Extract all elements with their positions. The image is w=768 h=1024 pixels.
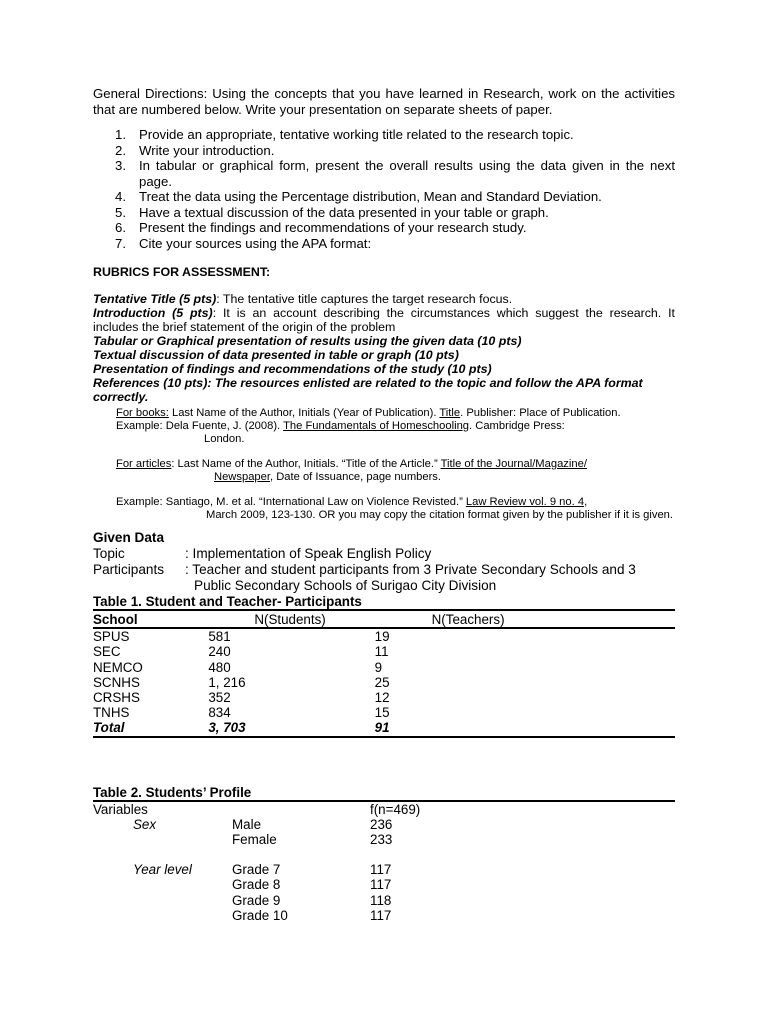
table-spacer-row [93, 847, 675, 862]
rubric-references: References (10 pts): The resources enlisted are related to the topic and follow the APA format correctly. [93, 376, 643, 404]
table-row: SPUS 581 19 [93, 628, 675, 644]
rubric-intro-label: Introduction (5 pts) [93, 306, 213, 320]
table-row: SEC 240 11 [93, 644, 389, 660]
table-row: Grade 10 117 [232, 907, 392, 923]
list-item: 6. Present the findings and recommendations of your research study. [115, 220, 527, 235]
list-item: 1. Provide an appropriate, tentative working title related to the research topic. [115, 127, 574, 142]
document-page [93, 86, 675, 923]
list-item: 7. Cite your sources using the APA format: [115, 235, 372, 251]
table-row: Female 233 [232, 832, 393, 848]
table-row: NEMCO 480 9 [93, 659, 383, 675]
given-data-heading: Given Data [93, 530, 165, 545]
table-total-row: Total 3, 703 91 [93, 720, 675, 736]
table-row: Grade 8 117 [232, 877, 392, 893]
table-row: Sex Male 236 [133, 816, 393, 832]
rubric-findings: Presentation of findings and recommendations of the study (10 pts) [93, 362, 492, 376]
given-data: Given Data Topic : Implementation of Speak English Policy Participants : Teacher and student participants from 3 Private Secondary Schools and 3 Public Secondary Schools of Surigao City Division [93, 530, 675, 594]
citation-example: Example: Santiago, M. et al. “International Law on Violence Revisted.” Law Review vol. 9 no. 4, March 2009, 123-130. OR you may copy the citation format given by the publisher if it is given. [116, 496, 674, 521]
table-row: SCNHS 1, 216 25 [93, 674, 390, 690]
directions-list [93, 127, 675, 251]
list-item: 5. Have a textual discussion of the data presented in your table or graph. [115, 204, 549, 220]
rubric-tabular: Tabular or Graphical presentation of results using the given data (10 pts) [93, 334, 522, 348]
table1 [93, 609, 675, 738]
rubric-intro-text: : It is an account describing the circumstances which suggest the research. It includes the brief statement of the origin of the problem [93, 306, 675, 334]
rubric-title-text: : The tentative title captures the target research focus. [216, 292, 513, 306]
table-header-row: Variables f(n=469) [93, 801, 421, 817]
rubrics-section [93, 292, 675, 404]
citation-books: For books: Last Name of the Author, Initials (Year of Publication). Title. Publisher: Place of Publication. Example: Dela Fuente, J. (2008). The Fundamentals of Homeschooling. Cambridge Press: London. [116, 407, 621, 445]
table-row: TNHS 834 15 [93, 705, 390, 721]
list-item: 3. In tabular or graphical form, present the overall results using the data given in the next page. [115, 158, 675, 189]
table-header-row: School N(Students) N(Teachers) [93, 610, 675, 628]
table2-caption: Table 2. Students’ Profile [93, 784, 252, 800]
table1-caption: Table 1. Student and Teacher- Participants [93, 594, 362, 609]
general-directions: General Directions: Using the concepts that you have learned in Research, work on the activities that are numbered below. Write your presentation on separate sheets of paper. [93, 86, 675, 117]
list-item: 4. Treat the data using the Percentage distribution, Mean and Standard Deviation. [115, 189, 602, 204]
table2 [93, 800, 675, 923]
citation-articles: For articles: Last Name of the Author, Initials. “Title of the Article.” Title of the Journal/Magazine/ Newspaper, Date of Issuance, page numbers. [116, 458, 587, 483]
table-row: CRSHS 352 12 [93, 690, 390, 706]
rubric-textual: Textual discussion of data presented in table or graph (10 pts) [93, 348, 459, 362]
table-row: Grade 9 118 [232, 892, 392, 908]
rubrics-heading: RUBRICS FOR ASSESSMENT: [93, 265, 271, 279]
list-item: 2. Write your introduction. [115, 142, 275, 158]
table-row: Year level Grade 7 117 [133, 862, 392, 878]
rubric-title-label: Tentative Title (5 pts) [93, 292, 217, 306]
